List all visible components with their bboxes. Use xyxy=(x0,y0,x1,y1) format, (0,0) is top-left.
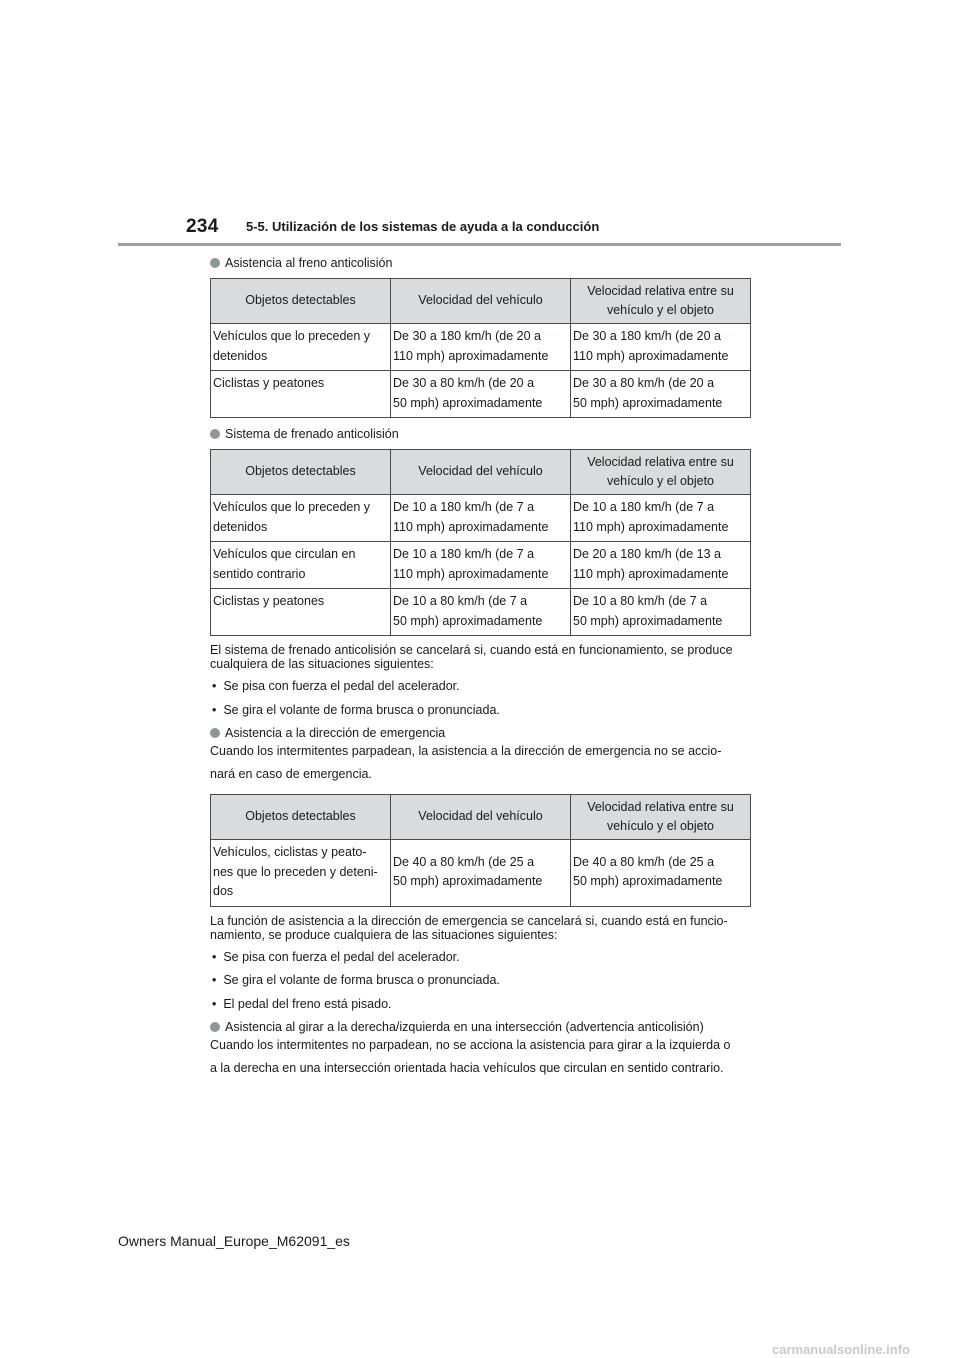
note-line: namiento, se produce cualquiera de las situaciones siguientes: xyxy=(210,927,558,942)
column-header: Objetos detectables xyxy=(211,450,391,495)
table-cell xyxy=(391,324,571,371)
table-cell xyxy=(211,371,391,418)
bullet-dot-icon xyxy=(210,728,220,738)
table-row xyxy=(211,495,751,542)
cell-line: nes que lo preceden y deteni- xyxy=(213,864,378,879)
section-title: 5-5. Utilización de los sistemas de ayuda a la conducción xyxy=(246,219,600,234)
text-line: Cuando los intermitentes no parpadean, no se acciona la asistencia para girar a la izquierda o xyxy=(210,1038,731,1052)
table-row xyxy=(211,324,751,371)
section-heading-asistencia-giro xyxy=(210,1018,755,1036)
cell-line: 110 mph) aproximadamente xyxy=(573,519,729,534)
table-cell xyxy=(391,589,571,636)
list-item-text: Se pisa con fuerza el pedal del acelerador. xyxy=(223,679,460,693)
page-number: 234 xyxy=(186,216,219,237)
column-header xyxy=(571,795,751,840)
cell-line: 110 mph) aproximadamente xyxy=(573,348,729,363)
cell-line: 50 mph) aproximadamente xyxy=(573,395,723,410)
section-heading-asistencia-direccion xyxy=(210,724,755,742)
cell-line: De 20 a 180 km/h (de 13 a xyxy=(573,547,722,561)
table-sistema-frenado xyxy=(210,449,751,636)
heading-text: Asistencia al girar a la derecha/izquierda en una intersección (advertencia anticolisión) xyxy=(225,1020,704,1034)
section-heading-asistencia-freno xyxy=(210,254,755,272)
table-header xyxy=(211,450,751,495)
column-header: Objetos detectables xyxy=(211,795,391,840)
bullet-dot-icon xyxy=(210,429,220,439)
table-row xyxy=(211,589,751,636)
direccion-bullet-list xyxy=(210,948,755,1015)
text-line: a la derecha en una intersección orientada hacia vehículos que circulan en sentido contrario. xyxy=(210,1060,724,1075)
column-header: Velocidad del vehículo xyxy=(391,279,571,324)
cell-line: 110 mph) aproximadamente xyxy=(393,519,549,534)
table-cell xyxy=(211,840,391,907)
cell-line: vehículo y el objeto xyxy=(606,303,714,317)
cell-line: De 30 a 180 km/h (de 20 a xyxy=(393,329,542,343)
table-cell xyxy=(571,840,751,907)
cell-line: De 40 a 80 km/h (de 25 a xyxy=(573,854,715,869)
list-item: • Se gira el volante de forma brusca o pronunciada. xyxy=(212,973,500,987)
list-item-text: El pedal del freno está pisado. xyxy=(223,996,392,1011)
table-cell xyxy=(211,324,391,371)
table-cell xyxy=(391,542,571,589)
cell-line: Velocidad relativa entre su xyxy=(587,283,734,298)
intro-line: nará en caso de emergencia. xyxy=(210,766,372,781)
cell-line: dos xyxy=(213,884,234,898)
table-cell xyxy=(391,840,571,907)
cell-line: Velocidad relativa entre su xyxy=(587,454,734,469)
table-body xyxy=(211,495,751,636)
table-header xyxy=(211,279,751,324)
column-header: Objetos detectables xyxy=(211,279,391,324)
cell-line: 50 mph) aproximadamente xyxy=(393,395,543,410)
column-header: Velocidad del vehículo xyxy=(391,450,571,495)
table-body xyxy=(211,324,751,418)
list-item: • Se gira el volante de forma brusca o pronunciada. xyxy=(212,702,500,717)
cell-line: De 10 a 80 km/h (de 7 a xyxy=(393,594,528,608)
cell-line: 50 mph) aproximadamente xyxy=(573,613,723,628)
table-cell xyxy=(211,589,391,636)
page-content xyxy=(210,254,755,1078)
cell-line: 50 mph) aproximadamente xyxy=(393,613,543,628)
cell-line: Vehículos, ciclistas y peato- xyxy=(213,845,367,859)
bullet-dot-icon xyxy=(210,1022,220,1032)
footer-document-id: Owners Manual_Europe_M62091_es xyxy=(118,1233,350,1249)
table-cell xyxy=(211,495,391,542)
table-cell xyxy=(211,542,391,589)
cell-line: De 30 a 180 km/h (de 20 a xyxy=(573,329,722,343)
table-asistencia-direccion xyxy=(210,794,751,907)
frenado-bullet-list xyxy=(210,677,755,720)
list-item: • Se pisa con fuerza el pedal del acelerador. xyxy=(212,679,460,693)
cell-line: 110 mph) aproximadamente xyxy=(393,566,549,581)
table-cell xyxy=(571,371,751,418)
cell-line: Ciclistas y peatones xyxy=(213,376,325,390)
note-line: cualquiera de las situaciones siguientes: xyxy=(210,657,434,671)
cell-line: 50 mph) aproximadamente xyxy=(393,874,543,889)
table-header-row xyxy=(211,450,751,495)
cell-line: Ciclistas y peatones xyxy=(213,594,325,608)
list-item-text: Se gira el volante de forma brusca o pronunciada. xyxy=(223,702,500,717)
cell-line: sentido contrario xyxy=(213,566,306,581)
cell-line: Vehículos que lo preceden y xyxy=(213,329,371,343)
direccion-intro xyxy=(210,742,755,784)
table-cell xyxy=(571,324,751,371)
cell-line: De 40 a 80 km/h (de 25 a xyxy=(393,854,535,869)
column-header xyxy=(571,450,751,495)
intro-line: Cuando los intermitentes parpadean, la asistencia a la dirección de emergencia no se accio- xyxy=(210,744,722,758)
cell-line: Velocidad relativa entre su xyxy=(587,799,734,814)
table-cell xyxy=(571,495,751,542)
table-header-row xyxy=(211,795,751,840)
column-header xyxy=(571,279,751,324)
cell-line: Vehículos que circulan en xyxy=(213,547,356,561)
list-item-text: Se gira el volante de forma brusca o pronunciada. xyxy=(223,973,500,987)
cell-line: De 10 a 80 km/h (de 7 a xyxy=(573,594,708,608)
direccion-cancel-note xyxy=(210,914,755,942)
cell-line: De 30 a 80 km/h (de 20 a xyxy=(393,376,535,390)
table-asistencia-freno xyxy=(210,278,751,418)
bullet-dot-icon xyxy=(210,258,220,268)
table-header-row xyxy=(211,279,751,324)
watermark: carmanualsonline.info xyxy=(772,1342,910,1357)
cell-line: 50 mph) aproximadamente xyxy=(573,874,723,889)
cell-line: 110 mph) aproximadamente xyxy=(573,566,729,581)
heading-text: Sistema de frenado anticolisión xyxy=(225,427,399,441)
table-row xyxy=(211,371,751,418)
table-row xyxy=(211,840,751,907)
cell-line: De 10 a 180 km/h (de 7 a xyxy=(393,500,535,514)
table-cell xyxy=(391,371,571,418)
section-heading-sistema-frenado xyxy=(210,425,755,443)
heading-text: Asistencia a la dirección de emergencia xyxy=(225,726,446,740)
cell-line: 110 mph) aproximadamente xyxy=(393,348,549,363)
heading-text: Asistencia al freno anticolisión xyxy=(225,256,393,270)
note-line: El sistema de frenado anticolisión se cancelará si, cuando está en funcionamiento, se produce xyxy=(210,643,733,657)
column-header: Velocidad del vehículo xyxy=(391,795,571,840)
cell-line: detenidos xyxy=(213,348,268,363)
frenado-cancel-note xyxy=(210,643,755,671)
cell-line: De 10 a 180 km/h (de 7 a xyxy=(393,547,535,561)
table-cell xyxy=(391,495,571,542)
cell-line: vehículo y el objeto xyxy=(606,474,714,488)
cell-line: vehículo y el objeto xyxy=(606,819,714,833)
list-item: • El pedal del freno está pisado. xyxy=(212,996,392,1011)
table-body xyxy=(211,840,751,907)
cell-line: De 10 a 180 km/h (de 7 a xyxy=(573,500,715,514)
table-row xyxy=(211,542,751,589)
list-item: • Se pisa con fuerza el pedal del acelerador. xyxy=(212,949,460,964)
giro-text xyxy=(210,1036,755,1078)
table-cell xyxy=(571,589,751,636)
cell-line: De 30 a 80 km/h (de 20 a xyxy=(573,376,715,390)
table-cell xyxy=(571,542,751,589)
table-header xyxy=(211,795,751,840)
cell-line: Vehículos que lo preceden y xyxy=(213,500,371,514)
list-item-text: Se pisa con fuerza el pedal del acelerador. xyxy=(223,949,460,964)
header-divider xyxy=(118,243,841,246)
cell-line: detenidos xyxy=(213,519,268,534)
note-line: La función de asistencia a la dirección de emergencia se cancelará si, cuando está en funcio- xyxy=(210,913,728,928)
